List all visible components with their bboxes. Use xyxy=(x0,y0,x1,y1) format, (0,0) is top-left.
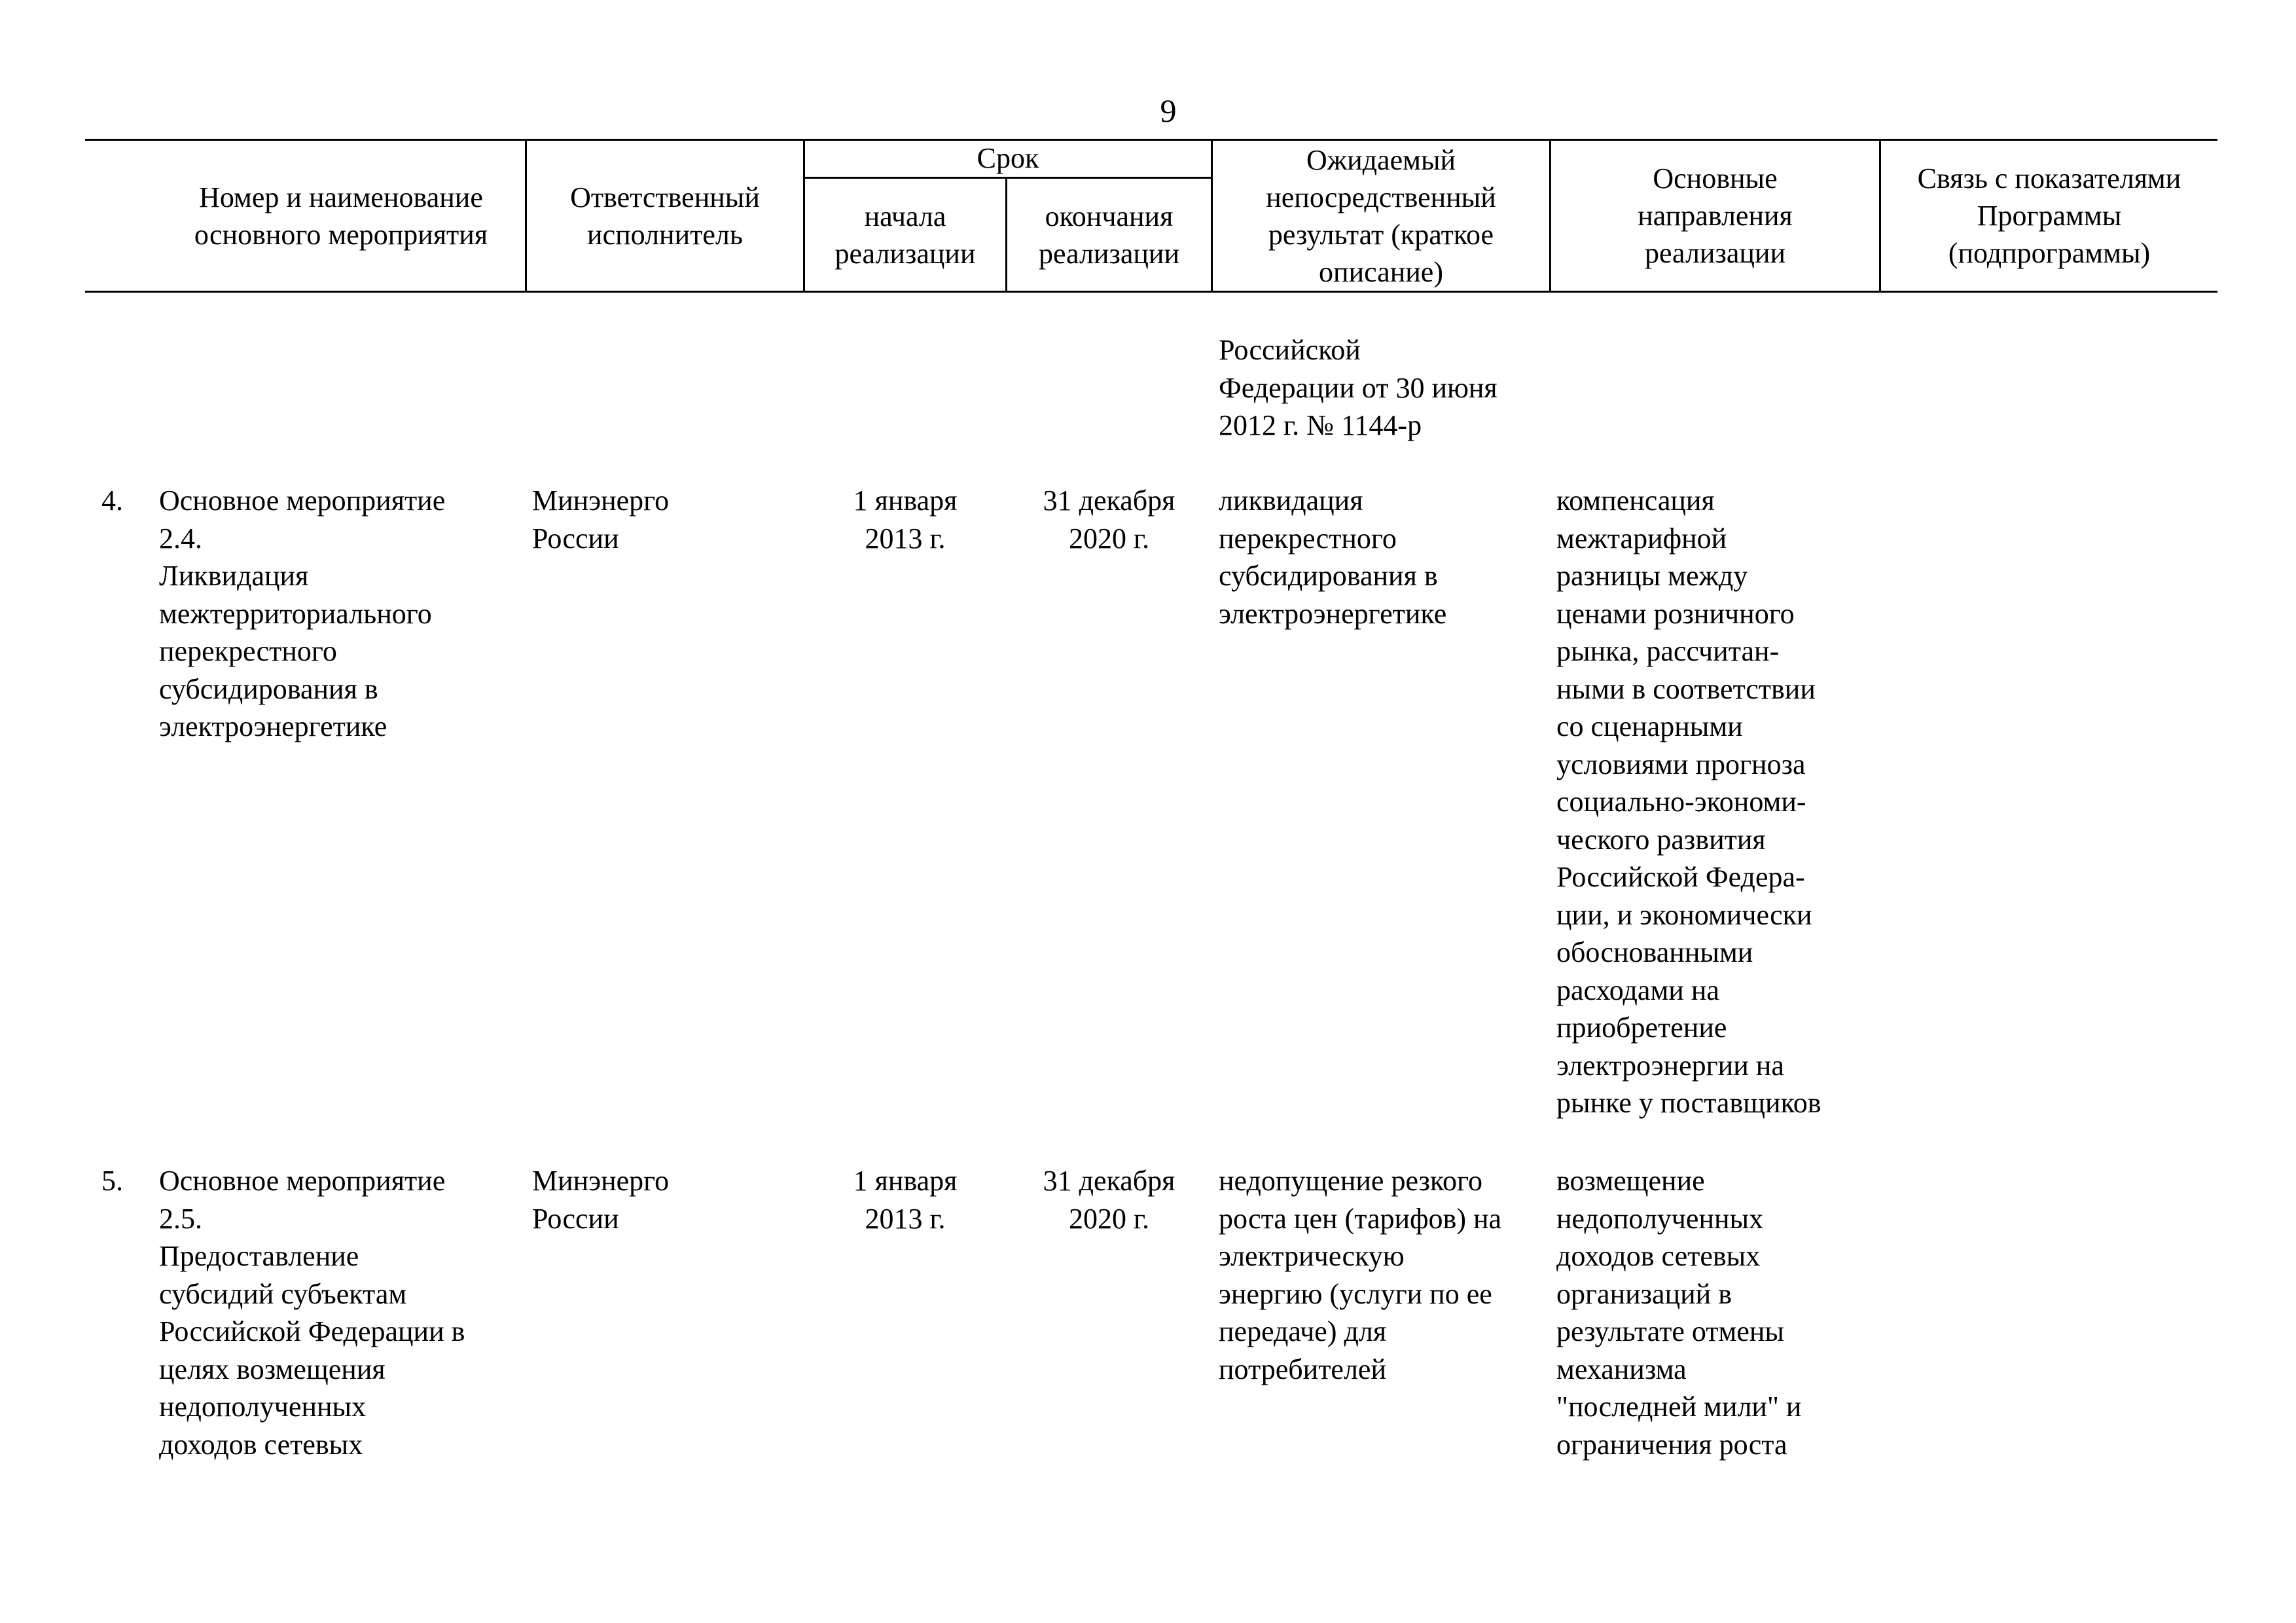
header-term: Срок xyxy=(977,141,1039,174)
continuation-result: Российской Федерации от 30 июня 2012 г. № 1144-р xyxy=(1219,334,1498,441)
row-name: Основное мероприятие 2.4. Ликвидация межтерриториального перекрестного субсидирования в электроэнергетике xyxy=(159,484,446,742)
header-link: Связь с показателями Программы (подпрограммы) xyxy=(1917,162,2181,269)
header-start: начала реализации xyxy=(834,200,976,270)
header-result: Ожидаемый непосредственный результат (краткое описание) xyxy=(1266,143,1496,288)
row-directions: возмещение недополученных доходов сетевых организаций в результате отмены механизма "последней мили" и ограничения роста xyxy=(1556,1165,1802,1461)
row-executor: Минэнерго России xyxy=(532,484,670,555)
header-end: окончания реализации xyxy=(1038,200,1180,270)
header-directions: Основные направления реализации xyxy=(1638,162,1793,269)
row-number: 5. xyxy=(101,1165,123,1197)
row-executor: Минэнерго России xyxy=(532,1165,670,1235)
row-number: 4. xyxy=(101,484,123,517)
row-end: 31 декабря 2020 г. xyxy=(1043,1165,1175,1235)
row-result: ликвидация перекрестного субсидирования в электроэнергетике xyxy=(1219,484,1447,630)
row-result: недопущение резкого роста цен (тарифов) на электрическую энергию (услуги по ее передаче) для потребителей xyxy=(1219,1165,1502,1385)
row-start: 1 января 2013 г. xyxy=(853,1165,958,1235)
table-header-bottom-rule xyxy=(85,291,2217,293)
page-number: 9 xyxy=(1160,92,1177,129)
row-end: 31 декабря 2020 г. xyxy=(1043,484,1175,555)
header-name: Номер и наименование основного мероприятия xyxy=(194,181,488,251)
row-start: 1 января 2013 г. xyxy=(853,484,958,555)
row-directions: компенсация межтарифной разницы между ценами розничного рынка, рассчитан- ными в соответствии со сценарными условиями прогноза социально-экономи- ческого развития Российской Федера- ции, и экономически обоснованными расходами на приобретение электроэнергии на рынке у поставщиков xyxy=(1556,484,1821,1119)
header-executor: Ответственный исполнитель xyxy=(570,181,760,251)
row-name: Основное мероприятие 2.5. Предоставление субсидий субъектам Российской Федерации в целях возмещения недополученных доходов сетевых xyxy=(159,1165,465,1461)
